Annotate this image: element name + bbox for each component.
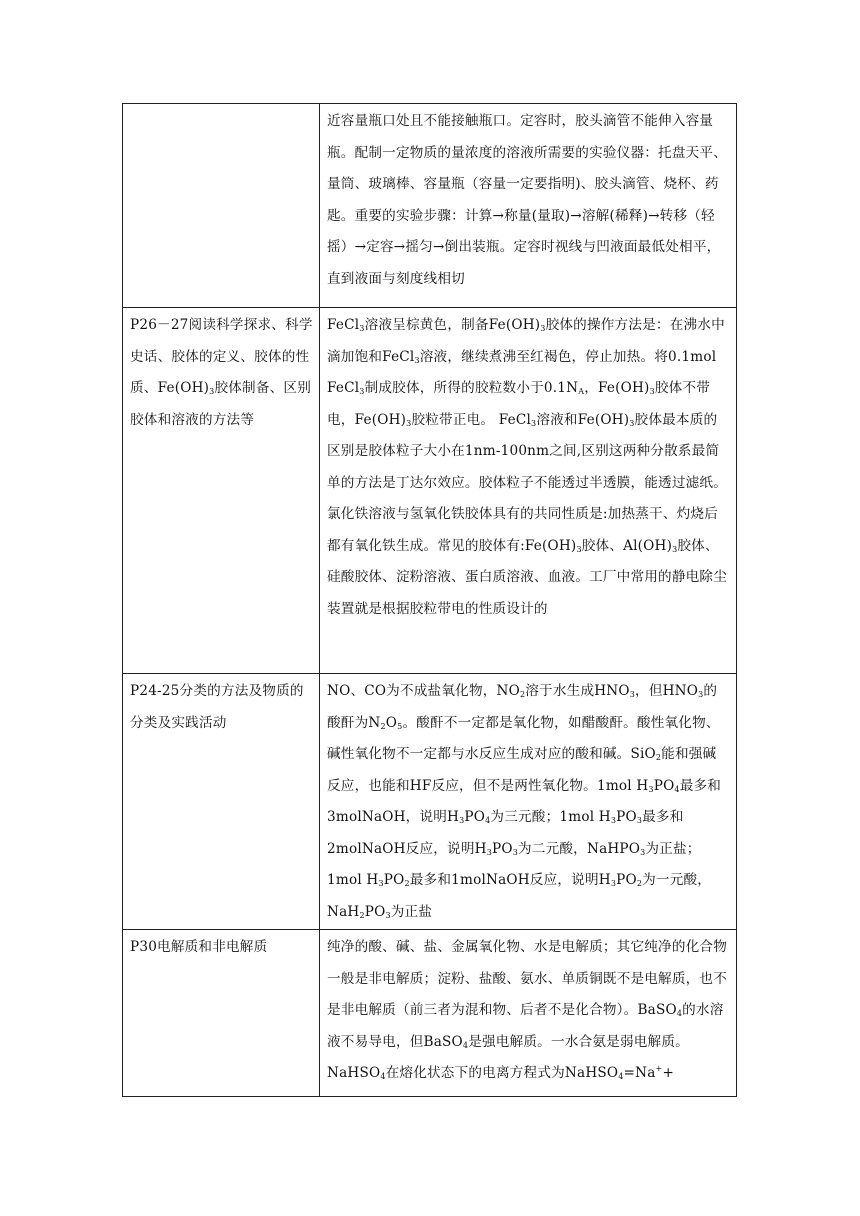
subscript: 3 xyxy=(610,816,617,825)
subscript: 4 xyxy=(676,1009,683,1018)
notes-table xyxy=(122,103,737,1097)
content-cell: NO、CO为不成盐氧化物，$NO_2$溶于水生成$HNO_3$，但$HNO_3$的酸酐为$N_2O_5$。酸酐不一定都是氧化物，如醋酸酐。酸性氧化物、碱性氧化物不一定都与水反应生成对应的酸和碱。SiO$_2$能和强碱反应，也能和HF反应，但不是两性氧化物。1mol $H_3PO_4$最多和3molNaOH，说明$H_3PO_4$为三元酸；1mol $H_3PO_3$最多和2molNaOH反应，说明$H_3PO_3$为二元酸，NaHPO$_3$为正盐；1mol $H_3PO_2$最多和1molNaOH反应，说明$H_3PO_2$为一元酸，$NaH_2PO_3$为正盐 xyxy=(320,674,737,930)
topic-cell: P26－27阅读科学探求、科学史话、胶体的定义、胶体的性质、$Fe(OH)_3$胶体制备、区别胶体和溶液的方法等 xyxy=(123,308,320,674)
subscript: 2 xyxy=(359,910,365,920)
subscript: 4 xyxy=(618,1072,624,1081)
subscript: 3 xyxy=(406,418,412,428)
subscript: 3 xyxy=(629,418,635,428)
subscript: 3 xyxy=(512,847,518,857)
subscript: 4 xyxy=(380,1072,386,1081)
content-cell: 近容量瓶口处且不能接触瓶口。定容时，胶头滴管不能伸入容量瓶。配制一定物质的量浓度的溶液所需要的实验仪器：托盘天平、量筒、玻璃棒、容量瓶（容量一定要指明)、胶头滴管、烧杯、药匙。重要的实验步骤：计算→称量(量取)→溶解(稀释)→转移（轻摇）→定容→摇匀→倒出装瓶。定容时视线与凹液面最低处相平，直到液面与刻度线相切 xyxy=(320,104,737,308)
table-row xyxy=(123,308,737,674)
subscript: 3 xyxy=(486,847,492,857)
subscript: 2 xyxy=(380,721,386,731)
subscript: 3 xyxy=(209,387,215,396)
topic-cell xyxy=(123,104,320,308)
table-row xyxy=(123,104,737,308)
table-row xyxy=(123,674,737,930)
subscript: 3 xyxy=(540,324,546,333)
subscript: 5 xyxy=(397,721,403,731)
superscript: + xyxy=(655,1064,663,1073)
content-cell: FeCl$_3$溶液呈棕黄色，制备$Fe(OH)_3$胶体的操作方法是：在沸水中滴加饱和FeCl$_3$溶液，继续煮沸至红褐色，停止加热。将0.1mol FeCl$_3$制成胶体，所得的胶粒数小于$0.1N_A$，$Fe(OH)_3$胶体不带电，$Fe(OH)_3$胶粒带正电。 FeCl$_3$溶液和$Fe(OH)_3$胶体最本质的区别是胶体粒子大小在1nm-100nm之间,区别这两种分散系最简单的方法是丁达尔效应。胶体粒子不能透过半透膜，能透过滤纸。氯化铁溶液与氢氧化铁胶体具有的共同性质是:加热蒸干、灼烧后都有氧化铁生成。常见的胶体有$:Fe(OH)_3$胶体、$Al(OH)_3$胶体、硅酸胶体、淀粉溶液、蛋白质溶液、血液。工厂中常用的静电除尘装置就是根据胶粒带电的性质设计的 xyxy=(320,308,737,674)
subscript: 3 xyxy=(531,418,537,428)
subscript: 3 xyxy=(359,387,365,396)
topic-cell: P24-25分类的方法及物质的分类及实践活动 xyxy=(123,674,320,930)
subscript: 3 xyxy=(385,910,391,920)
subscript: 2 xyxy=(519,690,526,699)
subscript: 2 xyxy=(404,879,410,888)
subscript: 3 xyxy=(629,690,636,699)
subscript: 3 xyxy=(414,355,420,365)
subscript: 3 xyxy=(459,816,465,825)
subscript: 2 xyxy=(636,879,643,888)
subscript: 4 xyxy=(485,816,491,825)
topic-cell: P30电解质和非电解质 xyxy=(123,930,320,1097)
subscript: 3 xyxy=(640,847,646,857)
subscript: 3 xyxy=(649,387,655,396)
subscript: 3 xyxy=(648,784,654,794)
subscript: 3 xyxy=(576,544,582,554)
subscript: 3 xyxy=(359,324,365,333)
subscript: A xyxy=(578,387,585,396)
subscript: 3 xyxy=(698,690,704,699)
subscript: 3 xyxy=(378,879,384,888)
subscript: 3 xyxy=(672,544,678,554)
subscript: 2 xyxy=(655,753,662,762)
subscript: 4 xyxy=(462,1040,469,1050)
subscript: 3 xyxy=(610,879,617,888)
subscript: 3 xyxy=(636,816,643,825)
subscript: 4 xyxy=(674,784,680,794)
table-row xyxy=(123,930,737,1097)
content-cell: 纯净的酸、碱、盐、金属氧化物、水是电解质；其它纯净的化合物一般是非电解质；淀粉、盐酸、氨水、单质铜既不是电解质，也不是非电解质（前三者为混和物、后者不是化合物）。BaSO$_4$的水溶液不易导电，但BaSO$_4$是强电解质。一水合氨是弱电解质。NaHSO$_4$在熔化状态下的电离方程式为NaHSO$_4$=Na++ xyxy=(320,930,737,1097)
